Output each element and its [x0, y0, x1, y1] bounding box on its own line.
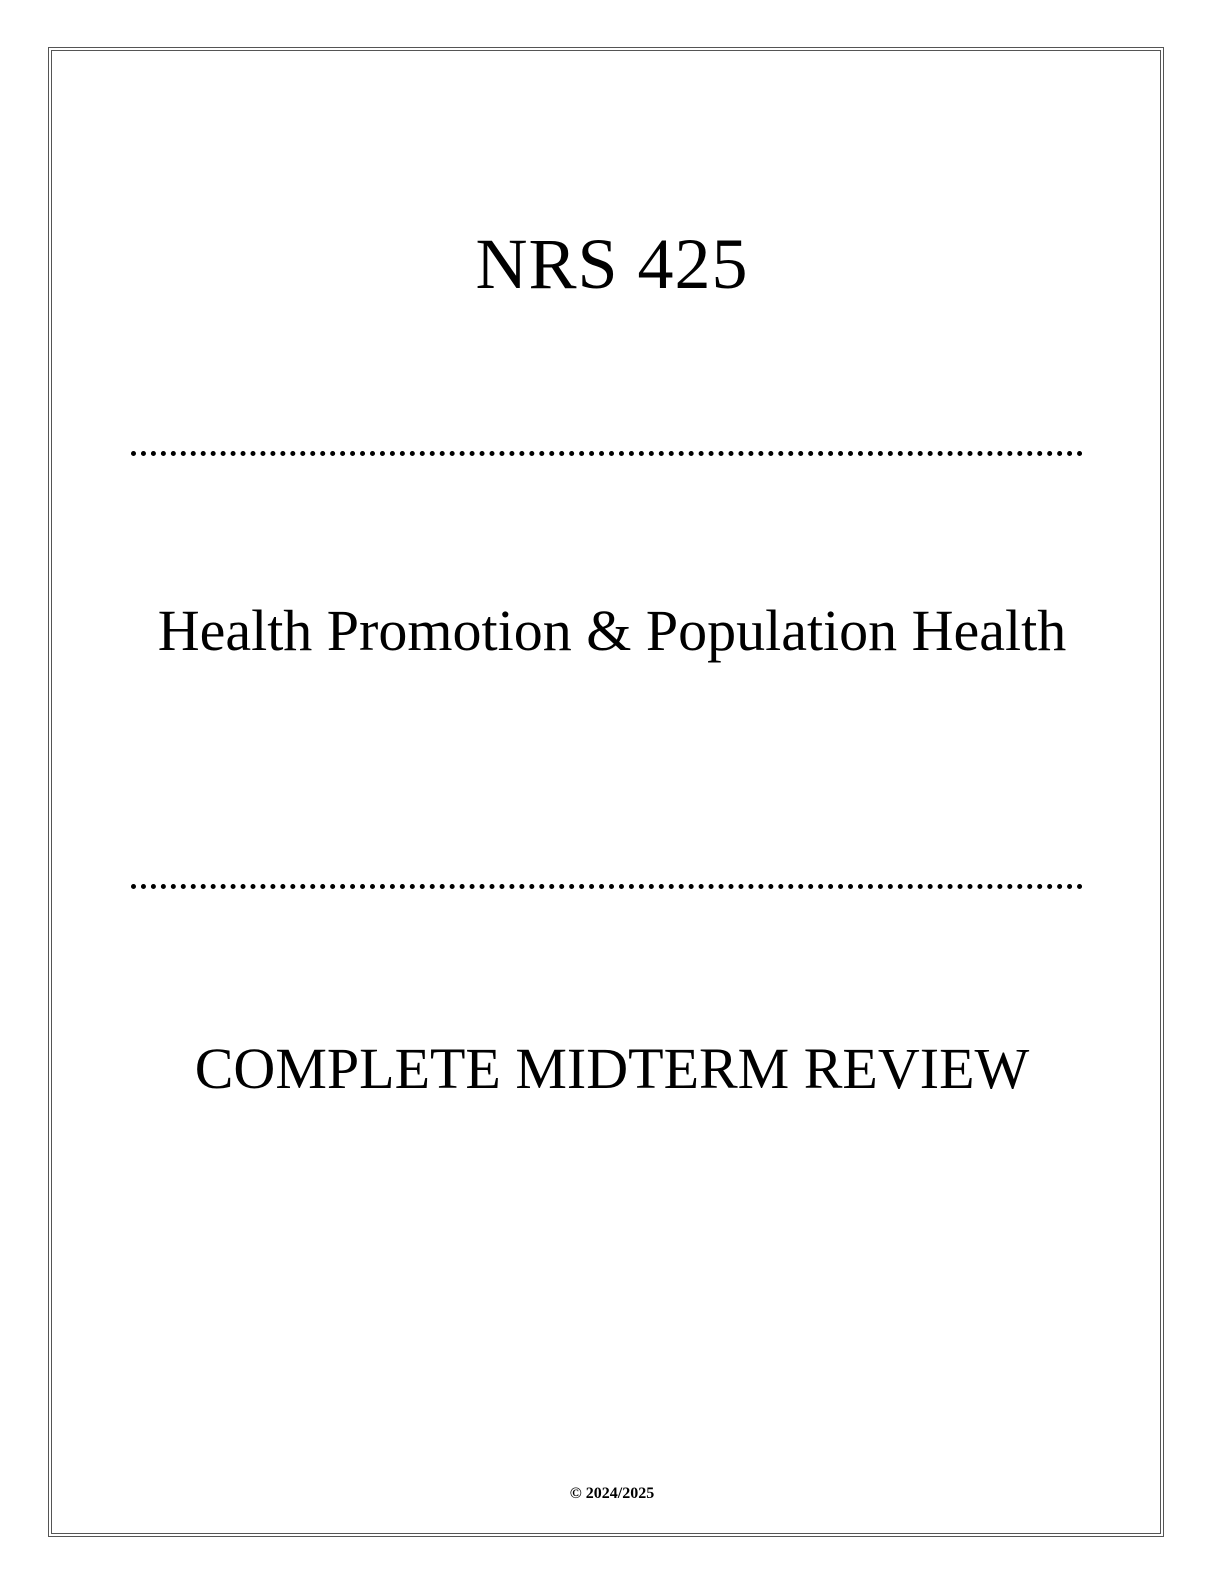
copyright-notice: © 2024/2025 — [569, 1485, 655, 1502]
dotted-divider-top — [131, 451, 1083, 456]
course-code: NRS 425 — [475, 224, 749, 304]
document-heading: COMPLETE MIDTERM REVIEW — [194, 1036, 1030, 1101]
dotted-divider-bottom — [131, 884, 1083, 889]
course-title: Health Promotion & Population Health — [157, 598, 1067, 663]
